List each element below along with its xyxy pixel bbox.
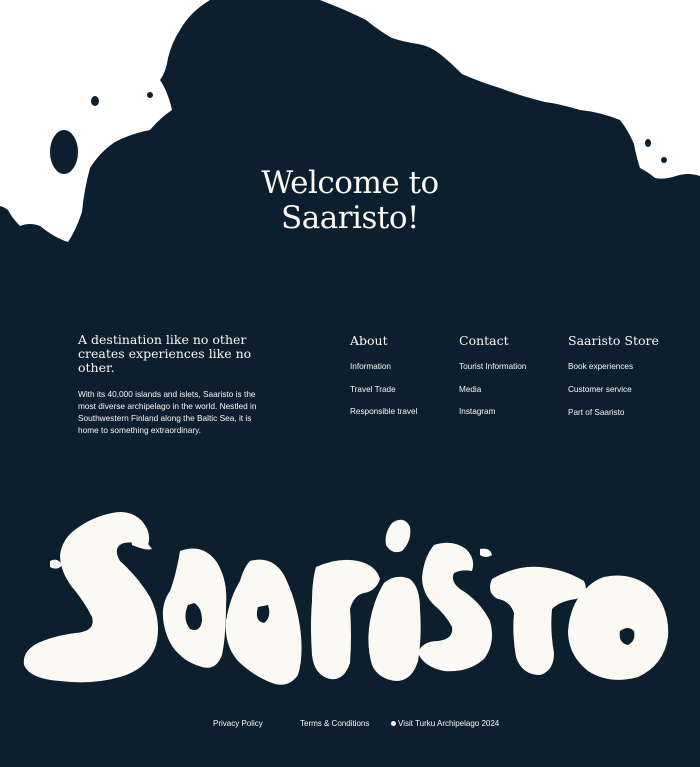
link-travel-trade[interactable]: Travel Trade — [350, 384, 396, 394]
logo-letter-i — [368, 577, 420, 681]
footer-column-about — [350, 333, 417, 430]
column-heading: Saaristo Store — [568, 333, 659, 348]
coast-island — [50, 130, 78, 174]
link-part-of-saaristo[interactable]: Part of Saaristo — [568, 408, 625, 418]
link-list — [459, 362, 526, 417]
intro-section — [78, 333, 258, 436]
footer-column-contact — [459, 333, 526, 430]
link-instagram[interactable]: Instagram — [459, 407, 496, 417]
dot-icon — [391, 721, 396, 726]
link-information[interactable]: Information — [350, 362, 391, 371]
hero-title-line: Welcome to — [261, 165, 439, 201]
link-responsible-travel[interactable]: Responsible travel — [350, 407, 418, 417]
hero-title — [200, 166, 500, 236]
link-list — [350, 362, 417, 417]
logo-letter-r — [311, 560, 380, 679]
coastline-right-shore — [320, 0, 700, 179]
footer-column-store — [568, 333, 659, 432]
intro-body: With its 40,000 islands and islets, Saaristo is the most diverse archipelago in the world. Nestled in Southwestern Finland along the Baltic Sea, it is home to something extraordinary. — [78, 389, 257, 435]
privacy-policy-link[interactable]: Privacy Policy — [213, 719, 263, 728]
coast-islet — [645, 139, 651, 147]
logo-islet — [50, 560, 62, 569]
logo-letter-i-dot — [386, 520, 411, 552]
link-customer-service[interactable]: Customer service — [568, 385, 632, 395]
column-heading: Contact — [459, 333, 509, 348]
visit-archipelago-link[interactable] — [391, 719, 499, 729]
intro-heading: A destination like no other creates experiences like no other. — [78, 332, 252, 375]
link-tourist-information[interactable]: Tourist Information — [459, 362, 527, 371]
saaristo-wordmark-logo — [20, 505, 685, 695]
link-list — [568, 362, 659, 418]
logo-letter-a — [226, 560, 302, 685]
coast-islet — [147, 92, 153, 98]
coastline-left-shore — [0, 0, 210, 242]
link-book-experiences[interactable]: Book experiences — [568, 362, 634, 371]
terms-conditions-link[interactable]: Terms & Conditions — [300, 719, 370, 728]
column-heading: About — [350, 333, 388, 348]
visit-archipelago-label: Visit Turku Archipelago 2024 — [398, 719, 500, 728]
coast-islet — [661, 157, 667, 163]
logo-letter-a — [163, 549, 226, 668]
logo-letter-s — [418, 543, 492, 672]
logo-islet — [480, 549, 492, 557]
link-media[interactable]: Media — [459, 384, 482, 394]
hero-title-line: Saaristo! — [281, 200, 419, 236]
coast-islet — [91, 96, 99, 106]
